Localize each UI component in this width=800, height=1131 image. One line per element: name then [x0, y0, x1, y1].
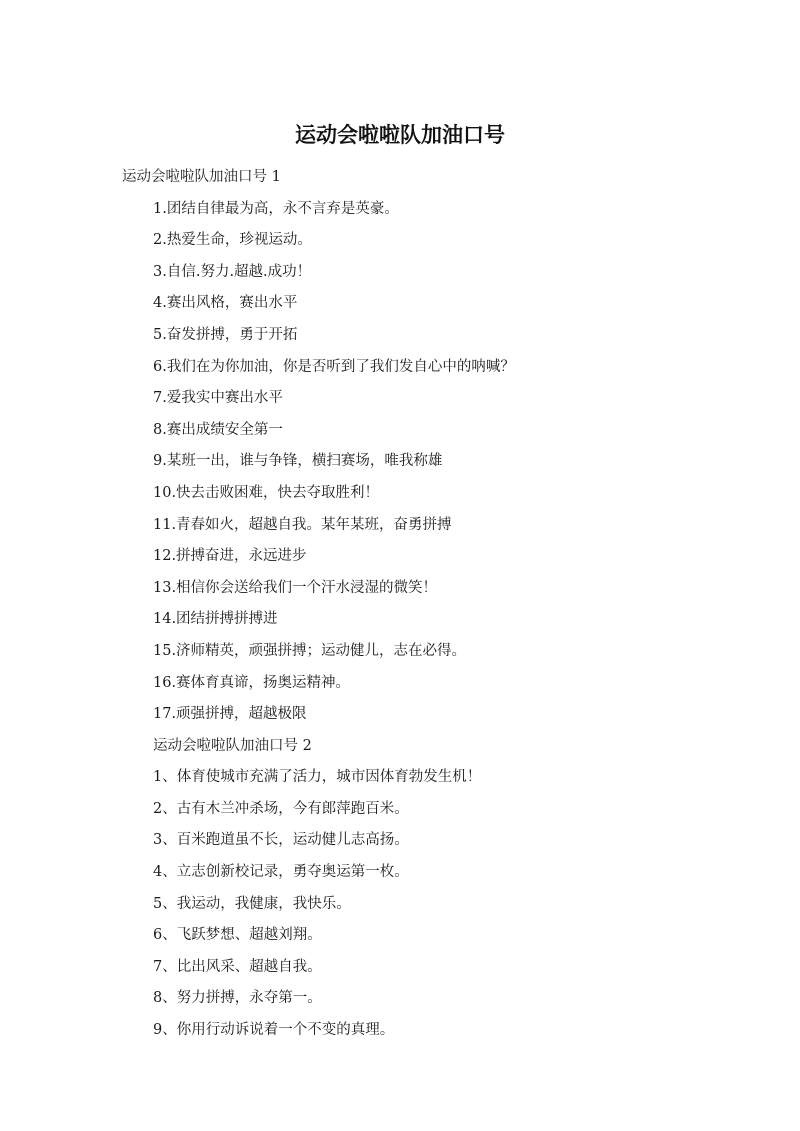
list-item: 15.济师精英，顽强拼搏；运动健儿，志在必得。	[153, 642, 467, 659]
list-item: 16.赛体育真谛，扬奥运精神。	[153, 674, 351, 691]
list-item: 13.相信你会送给我们一个汗水浸湿的微笑！	[153, 579, 438, 596]
list-item: 14.团结拼搏拼搏进	[153, 611, 278, 628]
list-item: 17.顽强拼搏，超越极限	[153, 706, 307, 723]
list-item: 4.赛出风格，赛出水平	[153, 295, 298, 312]
list-item: 4、立志创新校记录，勇夺奥运第一枚。	[153, 864, 409, 881]
list-item: 6.我们在为你加油，你是否听到了我们发自心中的呐喊？	[153, 358, 515, 375]
list-item: 2.热爱生命，珍视运动。	[153, 232, 312, 249]
list-item: 1.团结自律最为高，永不言弃是英豪。	[153, 200, 399, 217]
list-item: 8、努力拼搏，永夺第一。	[153, 990, 322, 1007]
list-item: 5.奋发拼搏，勇于开拓	[153, 326, 298, 343]
list-item: 11.青春如火，超越自我。某年某班，奋勇拼搏	[153, 516, 452, 533]
section-heading-2: 运动会啦啦队加油口号 2	[153, 737, 312, 754]
list-item: 12.拼搏奋进，永远进步	[153, 548, 307, 565]
list-item: 1、体育使城市充满了活力，城市因体育勃发生机！	[153, 769, 482, 786]
list-item: 8.赛出成绩安全第一	[153, 421, 283, 438]
list-item: 3.自信.努力.超越.成功！	[153, 263, 312, 280]
list-item: 6、飞跃梦想、超越刘翔。	[153, 927, 322, 944]
list-item: 5、我运动，我健康，我快乐。	[153, 895, 351, 912]
section-heading-1: 运动会啦啦队加油口号 1	[122, 169, 281, 185]
list-item: 9、你用行动诉说着一个不变的真理。	[153, 1022, 395, 1039]
list-item: 9.某班一出，谁与争锋，横扫赛场，唯我称雄	[153, 453, 443, 470]
list-item: 10.快去击败困难，快去夺取胜利！	[153, 484, 380, 501]
list-item: 7、比出风采、超越自我。	[153, 958, 322, 975]
document-body	[0, 162, 800, 1047]
page-title: 运动会啦啦队加油口号	[295, 123, 505, 147]
list-item: 7.爱我实中赛出水平	[153, 390, 283, 407]
list-item: 3、百米跑道虽不长，运动健儿志高扬。	[153, 832, 409, 849]
list-item: 2、古有木兰冲杀场，今有郎萍跑百米。	[153, 800, 409, 817]
